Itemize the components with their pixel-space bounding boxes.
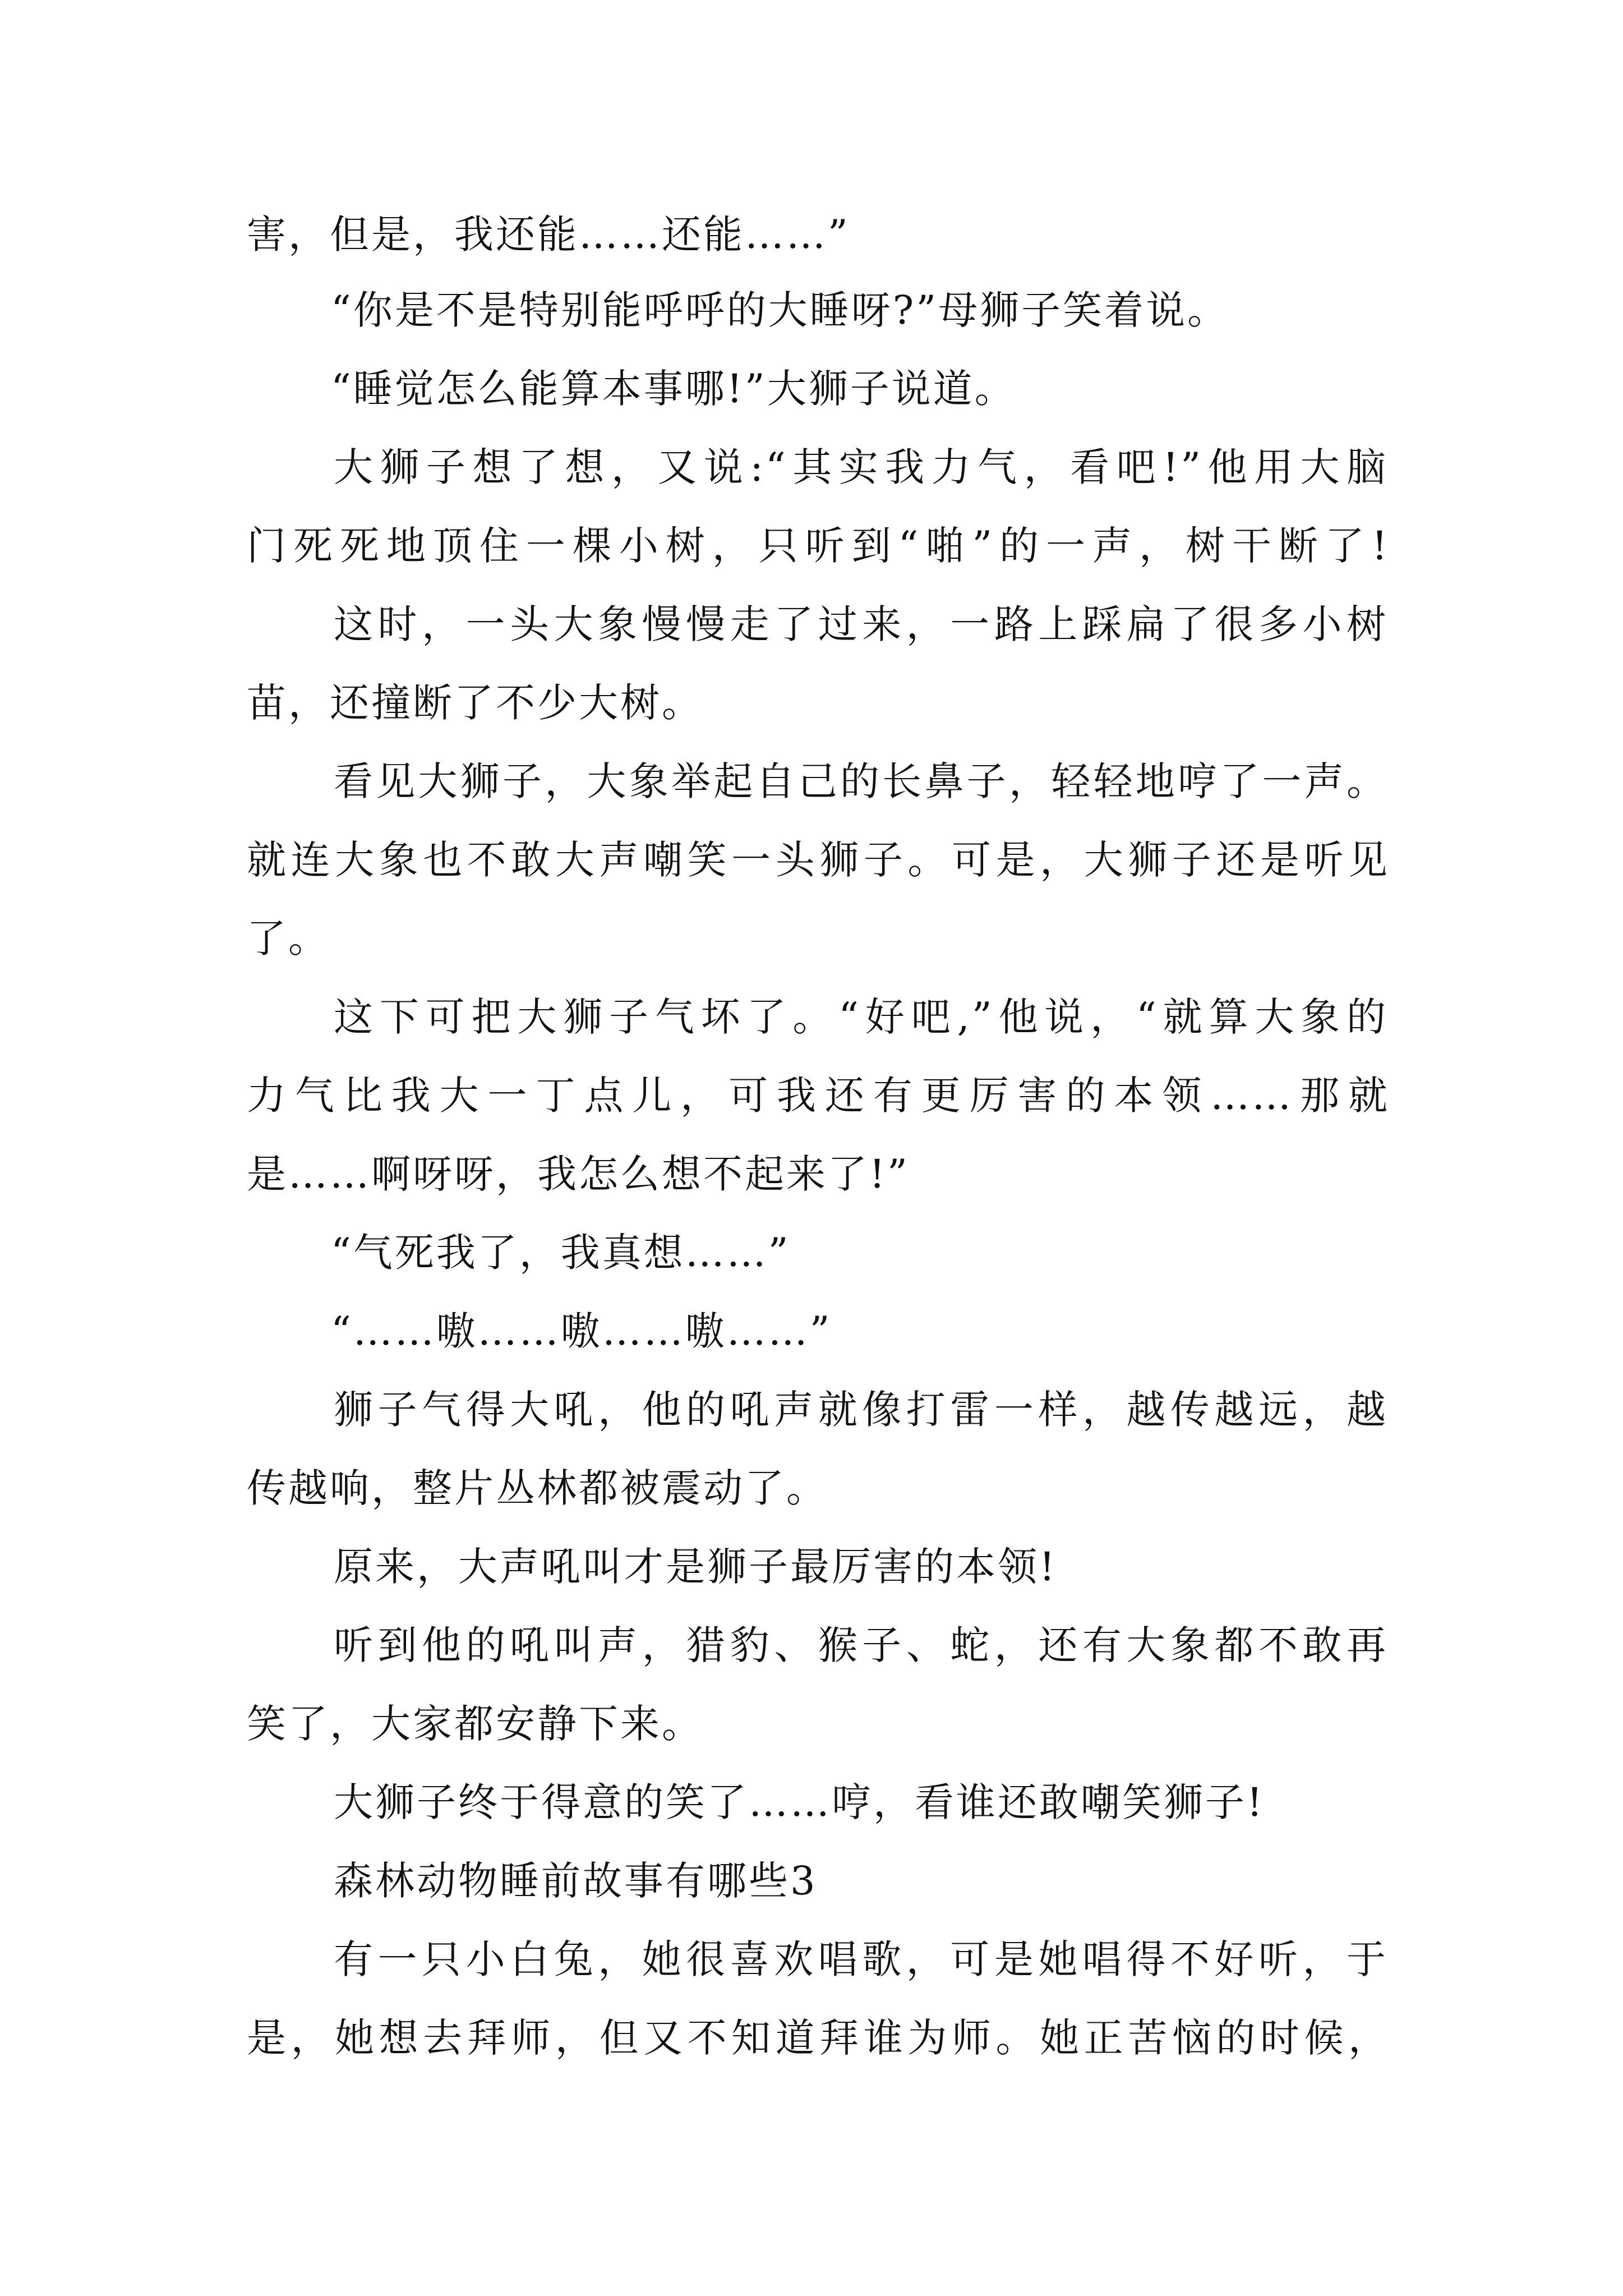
text-line: 这下可把大狮子气坏了。“好吧,”他说，“就算大象的: [334, 994, 1388, 1040]
text-line: “睡觉怎么能算本事哪!”大狮子说道。: [331, 366, 1016, 412]
text-line: 听到他的吼叫声，猎豹、猴子、蛇，还有大象都不敢再: [334, 1622, 1388, 1668]
text-line: 笑了，大家都安静下来。: [247, 1701, 703, 1747]
text-line: “……嗷……嗷……嗷……”: [331, 1308, 832, 1354]
text-line: “气死我了，我真想……”: [331, 1230, 791, 1276]
text-line: 力气比我大一丁点儿，可我还有更厉害的本领……那就: [247, 1073, 1390, 1119]
text-line: 是……啊呀呀，我怎么想不起来了!”: [247, 1151, 910, 1197]
text-line: 就连大象也不敢大声嘲笑一头狮子。可是，大狮子还是听见: [247, 837, 1390, 883]
text-line: 原来，大声吼叫才是狮子最厉害的本领!: [334, 1544, 1058, 1590]
text-line: 传越响，整片丛林都被震动了。: [247, 1465, 828, 1511]
text-line: 苗，还撞断了不少大树。: [247, 680, 703, 726]
text-line: 这时，一头大象慢慢走了过来，一路上踩扁了很多小树: [334, 601, 1388, 647]
text-line: 了。: [247, 915, 330, 961]
text-line: 害，但是，我还能……还能……”: [247, 211, 850, 257]
text-line: 有一只小白兔，她很喜欢唱歌，可是她唱得不好听，于: [334, 1936, 1388, 1982]
text-line: 大狮子终于得意的笑了……哼，看谁还敢嘲笑狮子!: [334, 1779, 1265, 1825]
text-line: 大狮子想了想，又说:“其实我力气，看吧!”他用大脑: [334, 444, 1388, 490]
text-line: 门死死地顶住一棵小树，只听到“啪”的一声，树干断了!: [247, 523, 1390, 569]
text-line: 狮子气得大吼，他的吼声就像打雷一样，越传越远，越: [334, 1387, 1388, 1433]
text-line: “你是不是特别能呼呼的大睡呀?”母狮子笑着说。: [331, 287, 1229, 333]
text-line: 是，她想去拜师，但又不知道拜谁为师。她正苦恼的时候，: [247, 2015, 1390, 2061]
section-heading: 森林动物睡前故事有哪些3: [334, 1858, 818, 1904]
text-line: 看见大狮子，大象举起自己的长鼻子，轻轻地哼了一声。: [334, 758, 1388, 804]
